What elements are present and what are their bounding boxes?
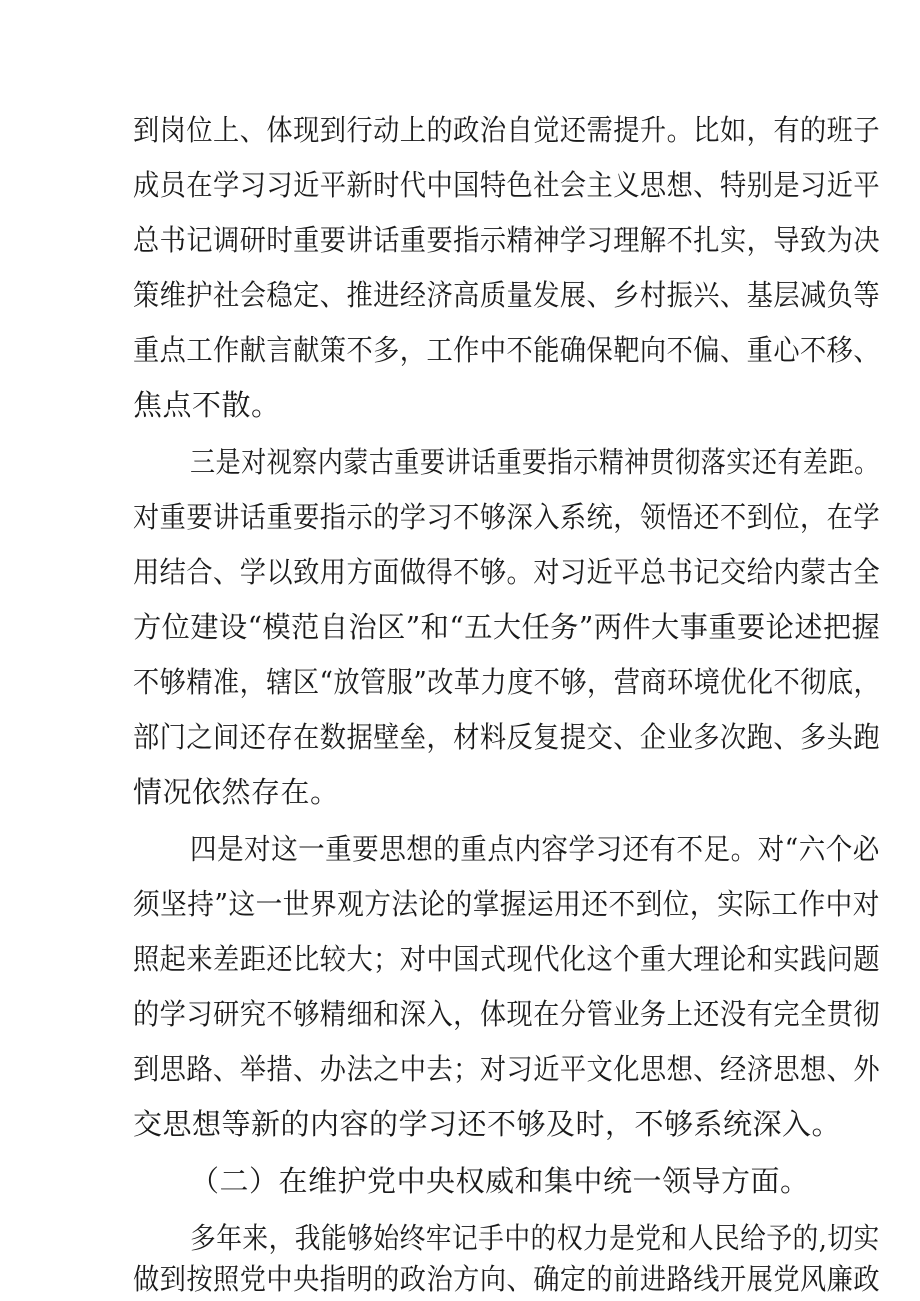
text-line-8: 对重要讲话重要指示的学习不够深入系统，领悟还不到位，在学 [133,500,881,534]
text-line-22: 做到按照党中央指明的政治方向、确定的前进路线开展党风廉政 [133,1262,881,1296]
text-line-5: 重点工作献言献策不多，工作中不能确保靶向不偏、重心不移、 [133,333,881,367]
text-line-15: 须坚持”这一世界观方法论的掌握运用还不到位，实际工作中对 [133,887,880,921]
text-line-17: 的学习研究不够精细和深入，体现在分管业务上还没有完全贯彻 [133,997,881,1031]
text-line-13: 情况依然存在。 [133,775,340,809]
text-line-4: 策维护社会稳定、推进经济高质量发展、乡村振兴、基层减负等 [133,278,881,312]
text-line-19: 交思想等新的内容的学习还不够及时，不够系统深入。 [133,1107,842,1141]
text-line-3: 总书记调研时重要讲话重要指示精神学习理解不扎实，导致为决 [133,223,881,257]
section-heading: （二）在维护党中央权威和集中统一领导方面。 [190,1164,810,1198]
text-line-10: 方位建设“模范自治区”和“五大任务”两件大事重要论述把握 [133,610,881,644]
text-line-18: 到思路、举措、办法之中去；对习近平文化思想、经济思想、外 [133,1052,881,1086]
text-line-16: 照起来差距还比较大；对中国式现代化这个重大理论和实践问题 [133,942,881,976]
text-line-12: 部门之间还存在数据壁垒，材料反复提交、企业多次跑、多头跑 [133,720,881,754]
text-line-14: 四是对这一重要思想的重点内容学习还有不足。对“六个必 [190,832,880,866]
text-line-21: 多年来，我能够始终牢记手中的权力是党和人民给予的,切实 [190,1221,880,1255]
text-line-6: 焦点不散。 [133,388,281,422]
text-line-9: 用结合、学以致用方面做得不够。对习近平总书记交给内蒙古全 [133,555,881,589]
text-line-11: 不够精准，辖区“放管服”改革力度不够，营商环境优化不彻底， [133,665,881,699]
text-line-7: 三是对视察内蒙古重要讲话重要指示精神贯彻落实还有差距。 [190,445,880,479]
text-line-1: 到岗位上、体现到行动上的政治自觉还需提升。比如，有的班子 [133,113,881,147]
text-line-2: 成员在学习习近平新时代中国特色社会主义思想、特别是习近平 [133,168,881,202]
